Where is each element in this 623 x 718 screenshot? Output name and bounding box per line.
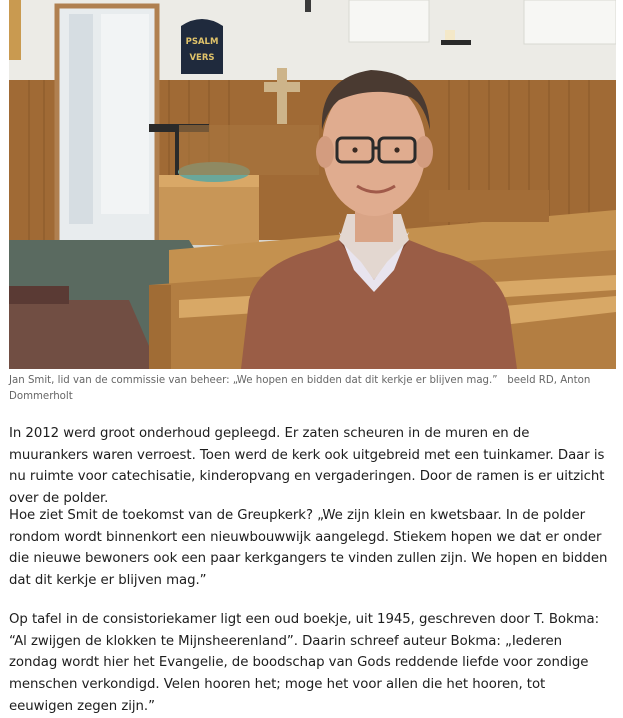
article-photo: [9, 0, 616, 369]
article-paragraph-2: Hoe ziet Smit de toekomst van de Greupkerk? „We zijn klein en kwetsbaar. In de polder rondom wordt binnenkort een nieuwbouwwijk aangelegd. Stiekem hopen we dat er onder die nieuwe bewoners ook een paar kerkgangers te vinden zullen zijn. We hopen en bidden dat dit kerkje er blijven mag.”: [9, 508, 608, 589]
caption-credit: beeld RD, Anton Dommerholt: [9, 375, 591, 402]
psalm-board-line1: PSALM: [185, 37, 219, 47]
article-paragraph-1: In 2012 werd groot onderhoud gepleegd. Er zaten scheuren in de muren en de muurankers waren verroest. Toen werd de kerk ook uitgebreid met een tuinkamer. Daar is nu ruimte voor catechisatie, kinderopvang en vergaderingen. Door de ramen is er uitzicht over de polder.: [9, 426, 605, 507]
article-paragraph-3: Op tafel in de consistoriekamer ligt een oud boekje, uit 1945, geschreven door T. Bokma: “Al zwijgen de klokken te Mijnsheerenland”. Daarin schreef auteur Bokma: „Iederen zondag wordt hier het Evangelie, de boodschap van Gods reddende liefde voor zondige menschen verkondigd. Velen hooren het; moge het voor allen die het hooren, tot eeuwigen zegen zijn.”: [9, 612, 600, 714]
psalm-board-line2: VERS: [189, 53, 215, 63]
photo-caption: [9, 373, 609, 404]
caption-text: Jan Smit, lid van de commissie van beheer: „We hopen en bidden dat dit kerkje er blijven mag.”: [9, 375, 498, 386]
photo-illustration: [9, 0, 616, 369]
